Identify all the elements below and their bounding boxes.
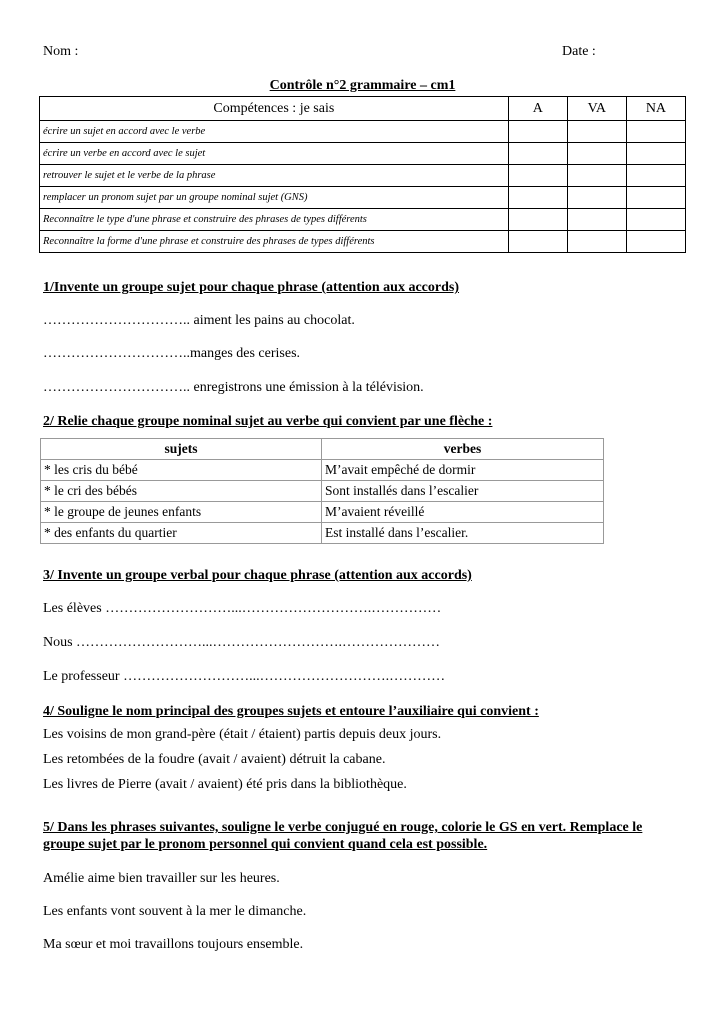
check-cell[interactable] bbox=[567, 121, 626, 143]
check-cell[interactable] bbox=[626, 209, 685, 231]
date-label: Date : bbox=[562, 44, 596, 59]
check-cell[interactable] bbox=[626, 231, 685, 253]
skill-cell: Reconnaître le type d'une phrase et construire des phrases de types différents bbox=[40, 209, 509, 231]
check-cell[interactable] bbox=[567, 187, 626, 209]
check-cell[interactable] bbox=[567, 165, 626, 187]
table-row bbox=[40, 231, 686, 253]
ex3-line[interactable]: Le professeur ………………………...……………………….………… bbox=[43, 669, 446, 684]
ex1-line[interactable]: ………………………….. aiment les pains au chocolat. bbox=[43, 313, 355, 328]
skill-cell: écrire un sujet en accord avec le verbe bbox=[40, 121, 509, 143]
subject-cell[interactable]: * des enfants du quartier bbox=[41, 523, 322, 544]
ex1-line[interactable]: …………………………..manges des cerises. bbox=[43, 346, 301, 361]
ex5-heading-line2: groupe sujet par le pronom personnel qui convient quand cela est possible. bbox=[43, 837, 488, 852]
check-cell[interactable] bbox=[567, 231, 626, 253]
skill-cell: écrire un verbe en accord avec le sujet bbox=[40, 143, 509, 165]
competences-header-row bbox=[40, 97, 686, 121]
check-cell[interactable] bbox=[626, 121, 685, 143]
skill-cell: retrouver le sujet et le verbe de la phrase bbox=[40, 165, 509, 187]
table-row bbox=[40, 165, 686, 187]
verb-cell[interactable]: Sont installés dans l’escalier bbox=[322, 481, 604, 502]
competences-table bbox=[39, 96, 686, 253]
check-cell[interactable] bbox=[508, 165, 567, 187]
competences-header: Compétences : je sais bbox=[40, 97, 509, 121]
check-cell[interactable] bbox=[567, 143, 626, 165]
level-na-header: NA bbox=[626, 97, 685, 121]
ex5-line[interactable]: Les enfants vont souvent à la mer le dimanche. bbox=[43, 904, 307, 919]
table-row bbox=[41, 523, 604, 544]
ex3-line[interactable]: Nous ………………………...……………………….………………… bbox=[43, 635, 441, 650]
check-cell[interactable] bbox=[508, 209, 567, 231]
check-cell[interactable] bbox=[508, 231, 567, 253]
check-cell[interactable] bbox=[508, 121, 567, 143]
ex1-line[interactable]: ………………………….. enregistrons une émission à la télévision. bbox=[43, 380, 424, 395]
ex3-heading: 3/ Invente un groupe verbal pour chaque phrase (attention aux accords) bbox=[43, 568, 472, 583]
subject-cell[interactable]: * le groupe de jeunes enfants bbox=[41, 502, 322, 523]
check-cell[interactable] bbox=[626, 165, 685, 187]
table-row bbox=[41, 460, 604, 481]
table-row bbox=[40, 121, 686, 143]
ex5-line[interactable]: Ma sœur et moi travaillons toujours ensemble. bbox=[43, 937, 304, 952]
ex5-line[interactable]: Amélie aime bien travailler sur les heures. bbox=[43, 871, 280, 886]
verbs-header: verbes bbox=[322, 439, 604, 460]
table-row bbox=[40, 187, 686, 209]
ex3-line[interactable]: Les élèves ………………………...……………………….…………… bbox=[43, 601, 442, 616]
check-cell[interactable] bbox=[626, 143, 685, 165]
verb-cell[interactable]: M’avaient réveillé bbox=[322, 502, 604, 523]
table-row bbox=[41, 481, 604, 502]
subject-cell[interactable]: * les cris du bébé bbox=[41, 460, 322, 481]
subjects-header: sujets bbox=[41, 439, 322, 460]
table-row bbox=[41, 502, 604, 523]
table-row bbox=[40, 209, 686, 231]
ex4-line[interactable]: Les voisins de mon grand-père (était / étaient) partis depuis deux jours. bbox=[43, 727, 442, 742]
ex1-heading: 1/Invente un groupe sujet pour chaque phrase (attention aux accords) bbox=[43, 280, 460, 295]
level-va-header: VA bbox=[567, 97, 626, 121]
ex4-heading: 4/ Souligne le nom principal des groupes sujets et entoure l’auxiliaire qui convient : bbox=[43, 704, 539, 719]
check-cell[interactable] bbox=[508, 187, 567, 209]
ex4-line[interactable]: Les livres de Pierre (avait / avaient) été pris dans la bibliothèque. bbox=[43, 777, 407, 792]
page-title: Contrôle n°2 grammaire – cm1 bbox=[269, 78, 456, 93]
skill-cell: remplacer un pronom sujet par un groupe nominal sujet (GNS) bbox=[40, 187, 509, 209]
nom-label: Nom : bbox=[43, 44, 79, 59]
check-cell[interactable] bbox=[508, 143, 567, 165]
check-cell[interactable] bbox=[567, 209, 626, 231]
verb-cell[interactable]: M’avait empêché de dormir bbox=[322, 460, 604, 481]
check-cell[interactable] bbox=[626, 187, 685, 209]
verb-cell[interactable]: Est installé dans l’escalier. bbox=[322, 523, 604, 544]
ex2-heading: 2/ Relie chaque groupe nominal sujet au verbe qui convient par une flèche : bbox=[43, 414, 493, 429]
subjects-verbs-header-row bbox=[41, 439, 604, 460]
skill-cell: Reconnaître la forme d'une phrase et construire des phrases de types différents bbox=[40, 231, 509, 253]
subjects-verbs-table bbox=[40, 438, 604, 544]
subject-cell[interactable]: * le cri des bébés bbox=[41, 481, 322, 502]
level-a-header: A bbox=[508, 97, 567, 121]
table-row bbox=[40, 143, 686, 165]
ex4-line[interactable]: Les retombées de la foudre (avait / avaient) détruit la cabane. bbox=[43, 752, 386, 767]
ex5-heading-line1: 5/ Dans les phrases suivantes, souligne le verbe conjugué en rouge, colorie le GS en vert. Remplace le bbox=[43, 820, 643, 835]
